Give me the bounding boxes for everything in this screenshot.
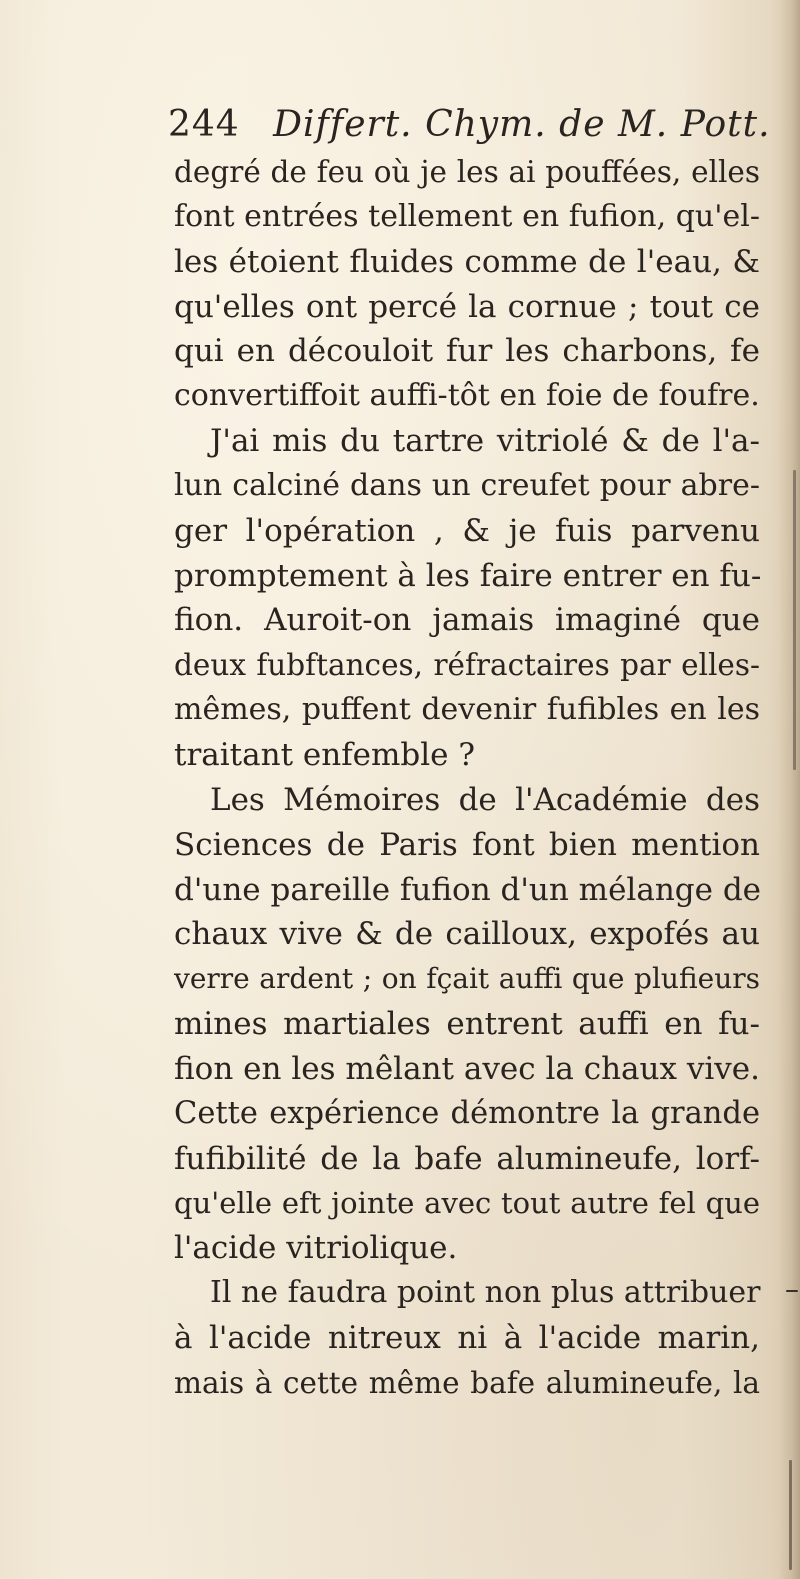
page-number: 244	[168, 104, 240, 145]
text-line: convertiffoit auffi-tôt en foie de foufre.	[174, 378, 760, 414]
text-line: Les Mémoires de l'Académie des	[210, 781, 760, 818]
text-line: fion en les mêlant avec la chaux vive.	[174, 1050, 760, 1087]
body-text	[174, 150, 760, 1406]
text-line: chaux vive & de cailloux, expofés au	[174, 916, 760, 953]
text-line: J'ai mis du tartre vitriolé & de l'a-	[210, 423, 760, 460]
text-line: fufibilité de la bafe alumineufe, lorf-	[174, 1140, 760, 1177]
text-line: d'une pareille fufion d'un mélange de	[174, 871, 762, 908]
text-line: deux fubftances, réfractaires par elles-	[174, 648, 760, 683]
text-line: Il ne faudra point non plus attribuer	[210, 1275, 761, 1311]
page-edge-mark	[793, 470, 796, 770]
text-line: fion. Auroit-on jamais imaginé que	[174, 602, 760, 639]
text-line: Cette expérience démontre la grande	[174, 1095, 760, 1131]
running-title: Differt. Chym. de M. Pott.	[273, 104, 771, 145]
text-line: l'acide vitriolique.	[174, 1230, 458, 1267]
text-line: qu'elles ont percé la cornue ; tout ce	[174, 288, 760, 325]
text-line: les étoient fluides comme de l'eau, &	[174, 243, 760, 280]
text-line: mêmes, puffent devenir fufibles en les	[174, 692, 760, 728]
text-line: promptement à les faire entrer en fu-	[174, 557, 762, 594]
text-line: qui en découloit fur les charbons, fe	[174, 333, 760, 370]
text-line: mines martiales entrent auffi en fu-	[174, 1006, 760, 1043]
text-line: mais à cette même bafe alumineufe, la	[174, 1365, 760, 1400]
text-line: degré de feu où je les ai pouffées, elles	[174, 155, 760, 189]
text-line: lun calciné dans un creufet pour abre-	[174, 467, 760, 503]
page-edge-mark	[786, 1290, 798, 1292]
text-line: traitant enfemble ?	[174, 736, 475, 773]
text-line: qu'elle eft jointe avec tout autre fel que	[174, 1186, 760, 1221]
page-edge-mark	[789, 1460, 792, 1570]
page-gutter-shadow	[778, 0, 800, 1579]
text-line: verre ardent ; on fçait auffi que plufieurs	[174, 962, 760, 996]
text-line: à l'acide nitreux ni à l'acide marin,	[174, 1319, 760, 1356]
text-line: font entrées tellement en fufion, qu'el-	[174, 198, 760, 234]
text-line: Sciences de Paris font bien mention	[174, 826, 760, 863]
running-header	[168, 100, 771, 150]
text-line: ger l'opération , & je fuis parvenu	[174, 512, 760, 549]
